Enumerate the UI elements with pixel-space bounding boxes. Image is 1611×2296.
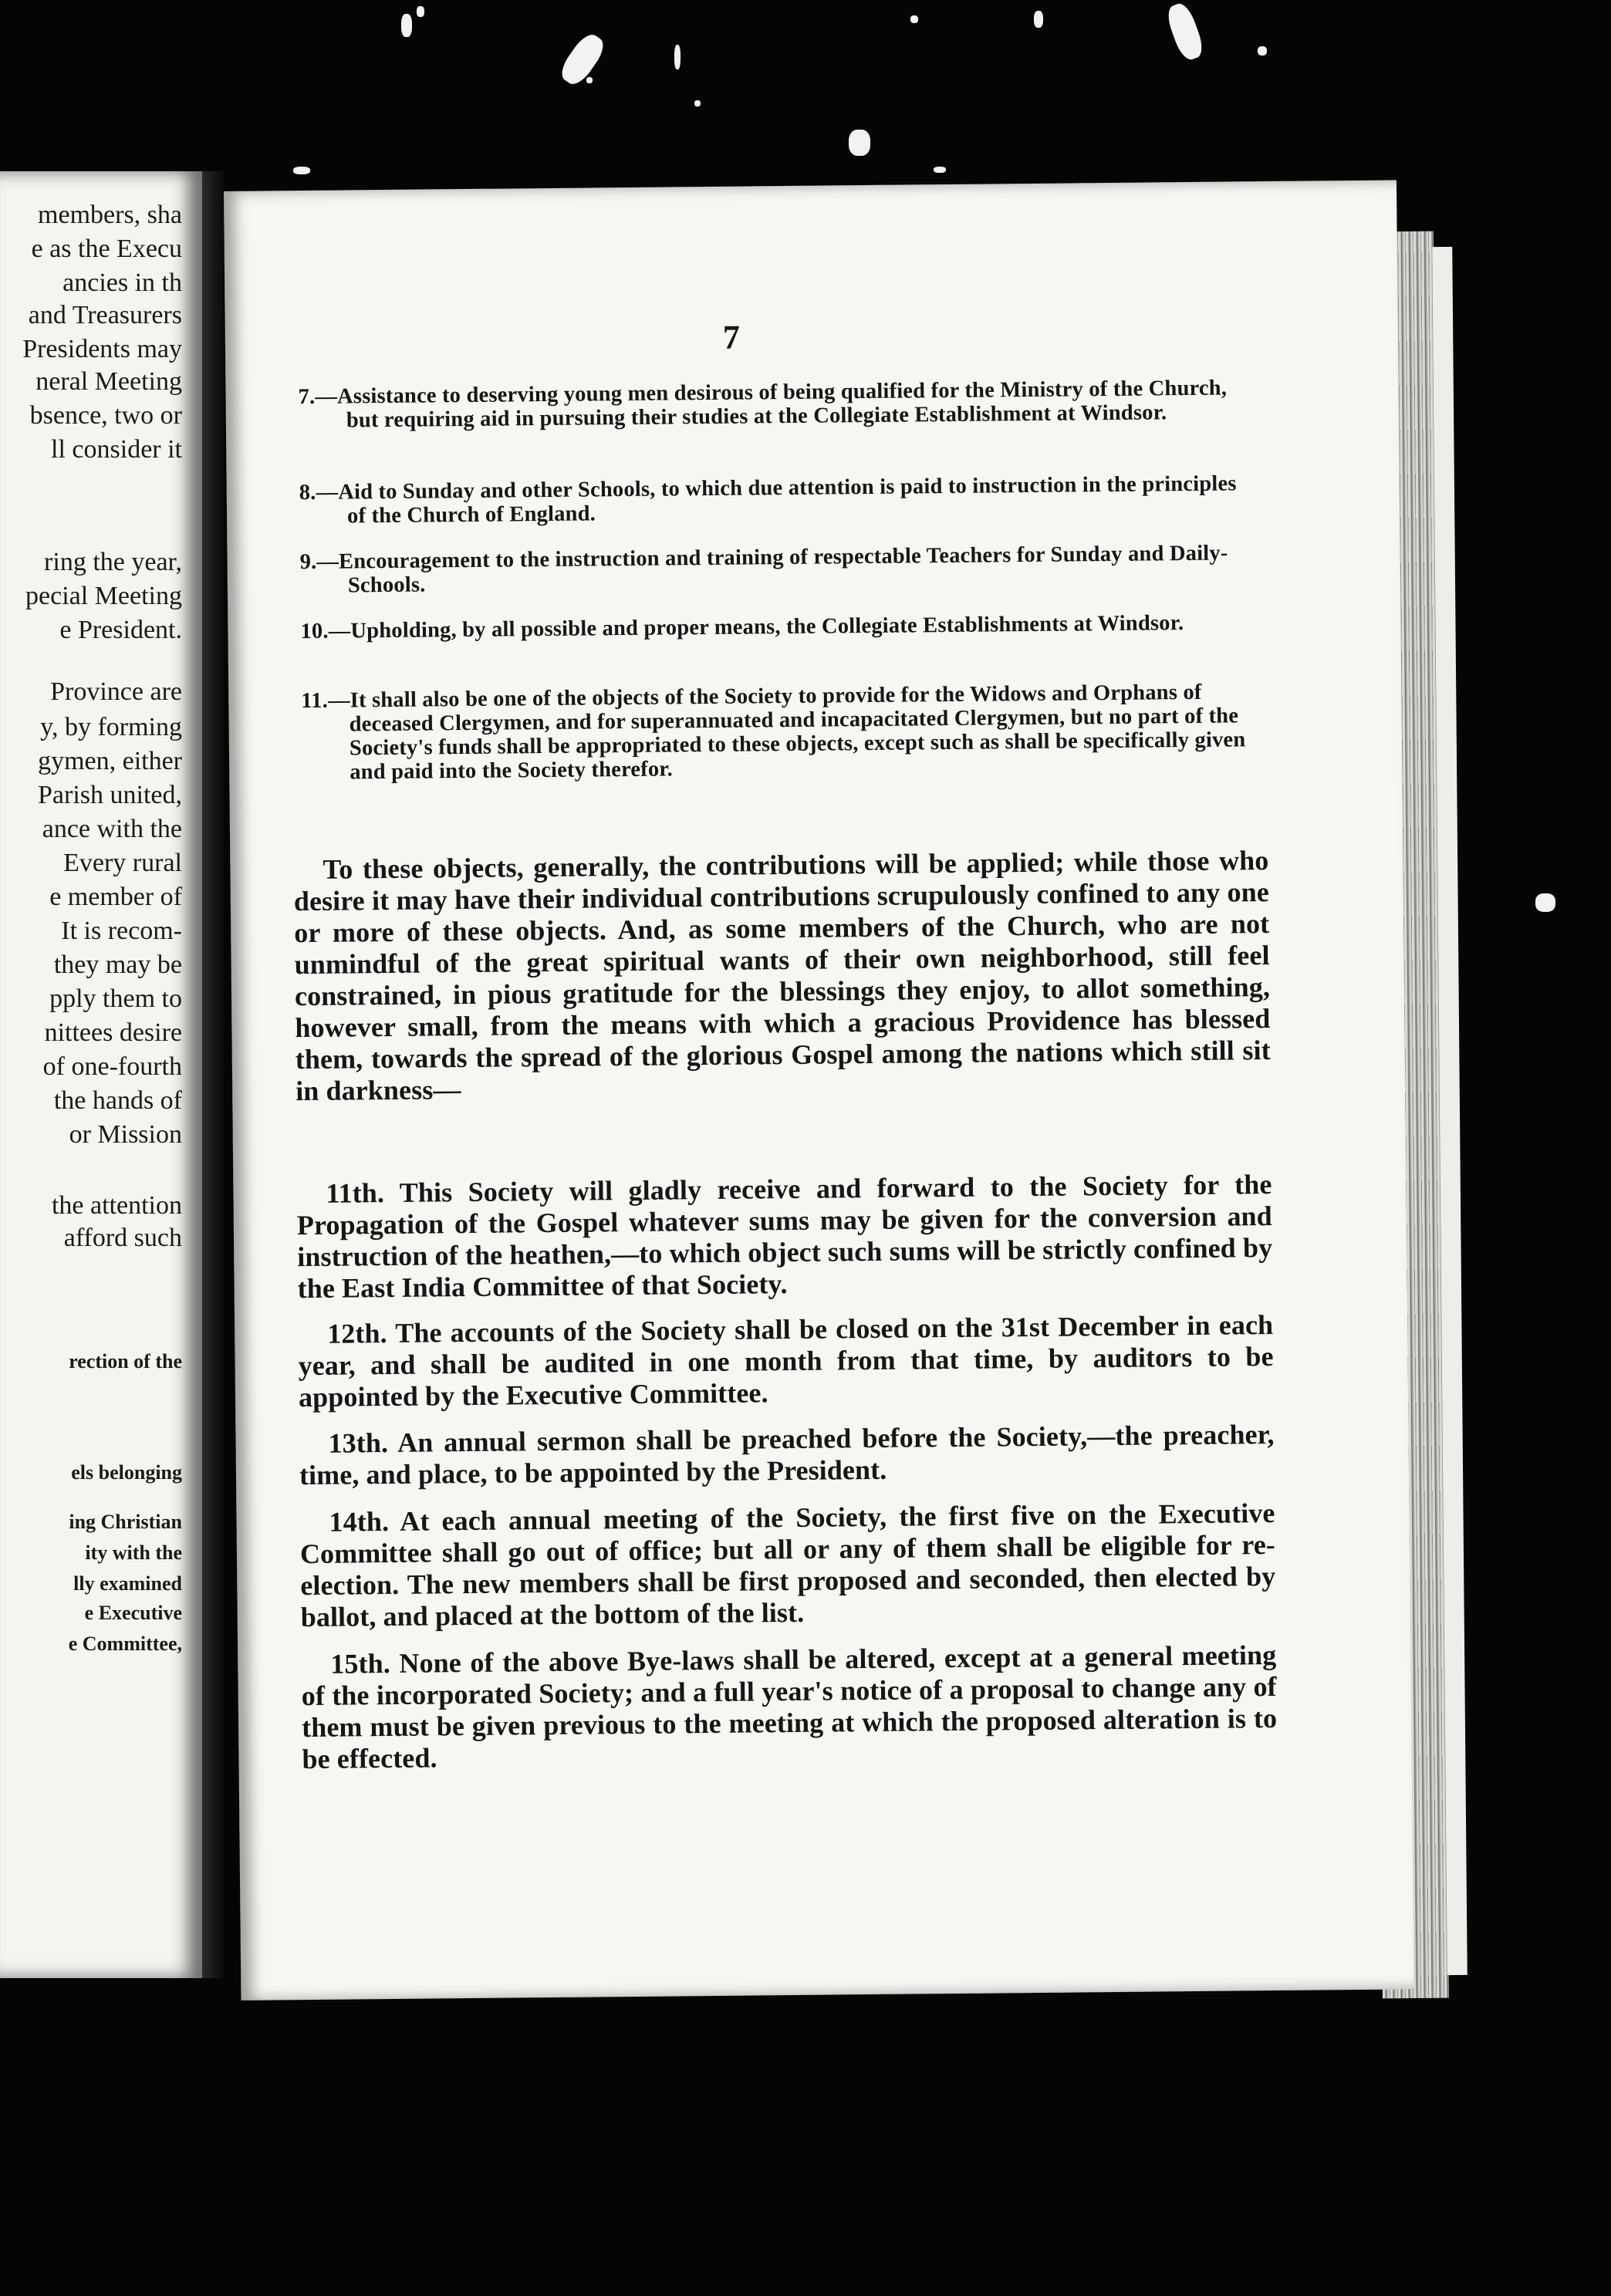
paragraph-lead: 15th. <box>330 1648 391 1680</box>
left-page-line: e as the Execu <box>31 235 182 263</box>
paragraph-lead: 14th. <box>329 1506 390 1538</box>
left-page-line: ance with the <box>42 815 182 843</box>
list-item <box>299 541 1257 598</box>
paragraph <box>301 1639 1278 1775</box>
left-page-line: It is recom- <box>61 917 182 945</box>
dust-speck <box>293 167 310 174</box>
left-page-line: ity with the <box>85 1541 182 1564</box>
left-page-line: els belonging <box>71 1461 182 1484</box>
paragraph <box>298 1309 1274 1413</box>
left-page-line: y, by forming <box>40 713 182 741</box>
list-item-number: 7. <box>298 384 316 410</box>
page-number: 7 <box>722 318 741 356</box>
paragraph <box>293 845 1271 1107</box>
left-page-line: ing Christian <box>69 1511 182 1533</box>
left-page-line: Parish united, <box>38 781 182 809</box>
dust-speck <box>1258 46 1267 56</box>
paragraph-text: None of the above Bye-laws shall be altered, except at a general meeting of the incorporated Society; and a full year's notice of a proposal to change any of them must be given previous to the meeting at which the proposed alteration is to be effected. <box>301 1639 1278 1775</box>
list-item-number: 9. <box>299 549 317 575</box>
paragraph-lead: 12th. <box>327 1318 387 1349</box>
left-page-line: e member of <box>49 883 182 911</box>
left-page-line: neral Meeting <box>35 367 182 396</box>
page-content <box>224 180 1413 2000</box>
left-page-line: members, sha <box>38 201 182 229</box>
dust-speck <box>1164 1 1206 62</box>
paragraph-text: At each annual meeting of the Society, the first five on the Executive Committee shall go out of office; but all or any of them shall be eligible for re-election. The new members shall be first proposed and seconded, then elected by ballot, and placed at the bottom of the list. <box>299 1497 1276 1633</box>
document-page <box>224 180 1413 2000</box>
dust-speck <box>401 14 412 37</box>
dust-speck <box>1535 893 1555 912</box>
left-page-line: Every rural <box>63 849 182 877</box>
left-page-line: pply them to <box>49 984 182 1013</box>
list-item-text: —It shall also be one of the objects of the Society to provide for the Widows and Orphans of deceased Clergymen, and for superannuated and incapacitated Clergymen, but no part of the Society's funds shall be appropriated to these objects, except such as shall be specifically given and paid into the Society therefor. <box>327 680 1246 785</box>
left-page-line: Presidents may <box>22 335 182 363</box>
dust-speck <box>586 77 593 83</box>
paragraph-text: This Society will gladly receive and forward to the Society for the Propagation of the Gospel whatever sums may be given for the conversion and instruction of the heathen,—to which object such sums will be strictly confined by the East India Committee of that Society. <box>296 1169 1273 1305</box>
paragraph <box>296 1169 1273 1305</box>
left-page-line: of one-fourth <box>42 1052 182 1081</box>
list-item <box>301 680 1258 785</box>
dust-speck <box>417 6 424 17</box>
paragraph <box>299 1419 1275 1491</box>
left-page-line: the attention <box>51 1191 182 1220</box>
list-item-text: —Encouragement to the instruction and training of respectable Teachers for Sunday and Daily-Schools. <box>316 541 1228 598</box>
dust-speck <box>694 100 701 106</box>
left-page-line: lly examined <box>73 1572 182 1595</box>
list-item-text: —Upholding, by all possible and proper means, the Collegiate Establishments at Windsor. <box>328 611 1184 643</box>
list-item <box>300 610 1257 643</box>
dust-speck <box>674 45 681 69</box>
paragraph-lead: 11th. <box>326 1177 385 1209</box>
paragraph-text: To these objects, generally, the contributions will be applied; while those who desire it may have their individual contributions scrupulously confined to any one or more of these objects. And, as some members of the Church, who are not unmindful of the great spiritual wants of their own neighborhood, still feel constrained, in pious gratitude for the blessings they enjoy, to allot something, however small, from the means with which a gracious Providence has blessed them, towards the spread of the glorious Gospel among the nations which still sit in darkness— <box>293 845 1271 1107</box>
left-page-line: afford such <box>63 1224 182 1252</box>
left-page-line: Province are <box>50 677 182 706</box>
left-page-line: pecial Meeting <box>25 582 182 610</box>
paragraph-lead: 13th. <box>328 1427 389 1459</box>
list-item <box>298 376 1255 433</box>
dust-speck <box>1034 11 1043 28</box>
left-page-line: gymen, either <box>38 747 182 775</box>
paragraph-text: The accounts of the Society shall be closed on the 31st December in each year, and shall be audited in one month from that time, by auditors to be appointed by the Executive Committee. <box>298 1309 1274 1413</box>
left-page-line: ring the year, <box>44 548 182 576</box>
list-item-number: 8. <box>299 480 316 505</box>
dust-speck <box>556 30 609 89</box>
list-item-number: 10. <box>300 619 329 644</box>
dust-speck <box>910 15 918 23</box>
left-facing-page <box>0 171 202 1978</box>
book-gutter <box>202 171 224 1978</box>
left-page-line: ancies in th <box>62 268 182 297</box>
paragraph <box>299 1497 1276 1633</box>
left-page-line: e Committee, <box>68 1633 182 1655</box>
left-page-line: e President. <box>59 616 182 644</box>
dust-speck <box>934 167 946 173</box>
left-page-line: and Treasurers <box>28 301 182 329</box>
list-item-text: —Aid to Sunday and other Schools, to which due attention is paid to instruction in the principles of the Church of England. <box>316 471 1237 528</box>
list-item <box>299 471 1257 528</box>
left-page-line: or Mission <box>69 1120 182 1149</box>
left-page-line: the hands of <box>53 1086 182 1115</box>
left-page-line: they may be <box>53 950 182 979</box>
paragraph-text: An annual sermon shall be preached before the Society,—the preacher, time, and place, to be appointed by the President. <box>299 1419 1275 1491</box>
left-page-line: bsence, two or <box>29 401 182 430</box>
left-page-line: nittees desire <box>44 1018 182 1047</box>
dust-speck <box>849 130 870 156</box>
left-page-line: e Executive <box>84 1602 182 1624</box>
left-page-line: ll consider it <box>51 435 182 464</box>
list-item-number: 11. <box>301 688 329 714</box>
left-page-line: rection of the <box>69 1350 182 1373</box>
list-item-text: —Assistance to deserving young men desirous of being qualified for the Ministry of the Church, but requiring aid in pursuing their studies at the Collegiate Establishment at Windsor. <box>315 376 1228 433</box>
